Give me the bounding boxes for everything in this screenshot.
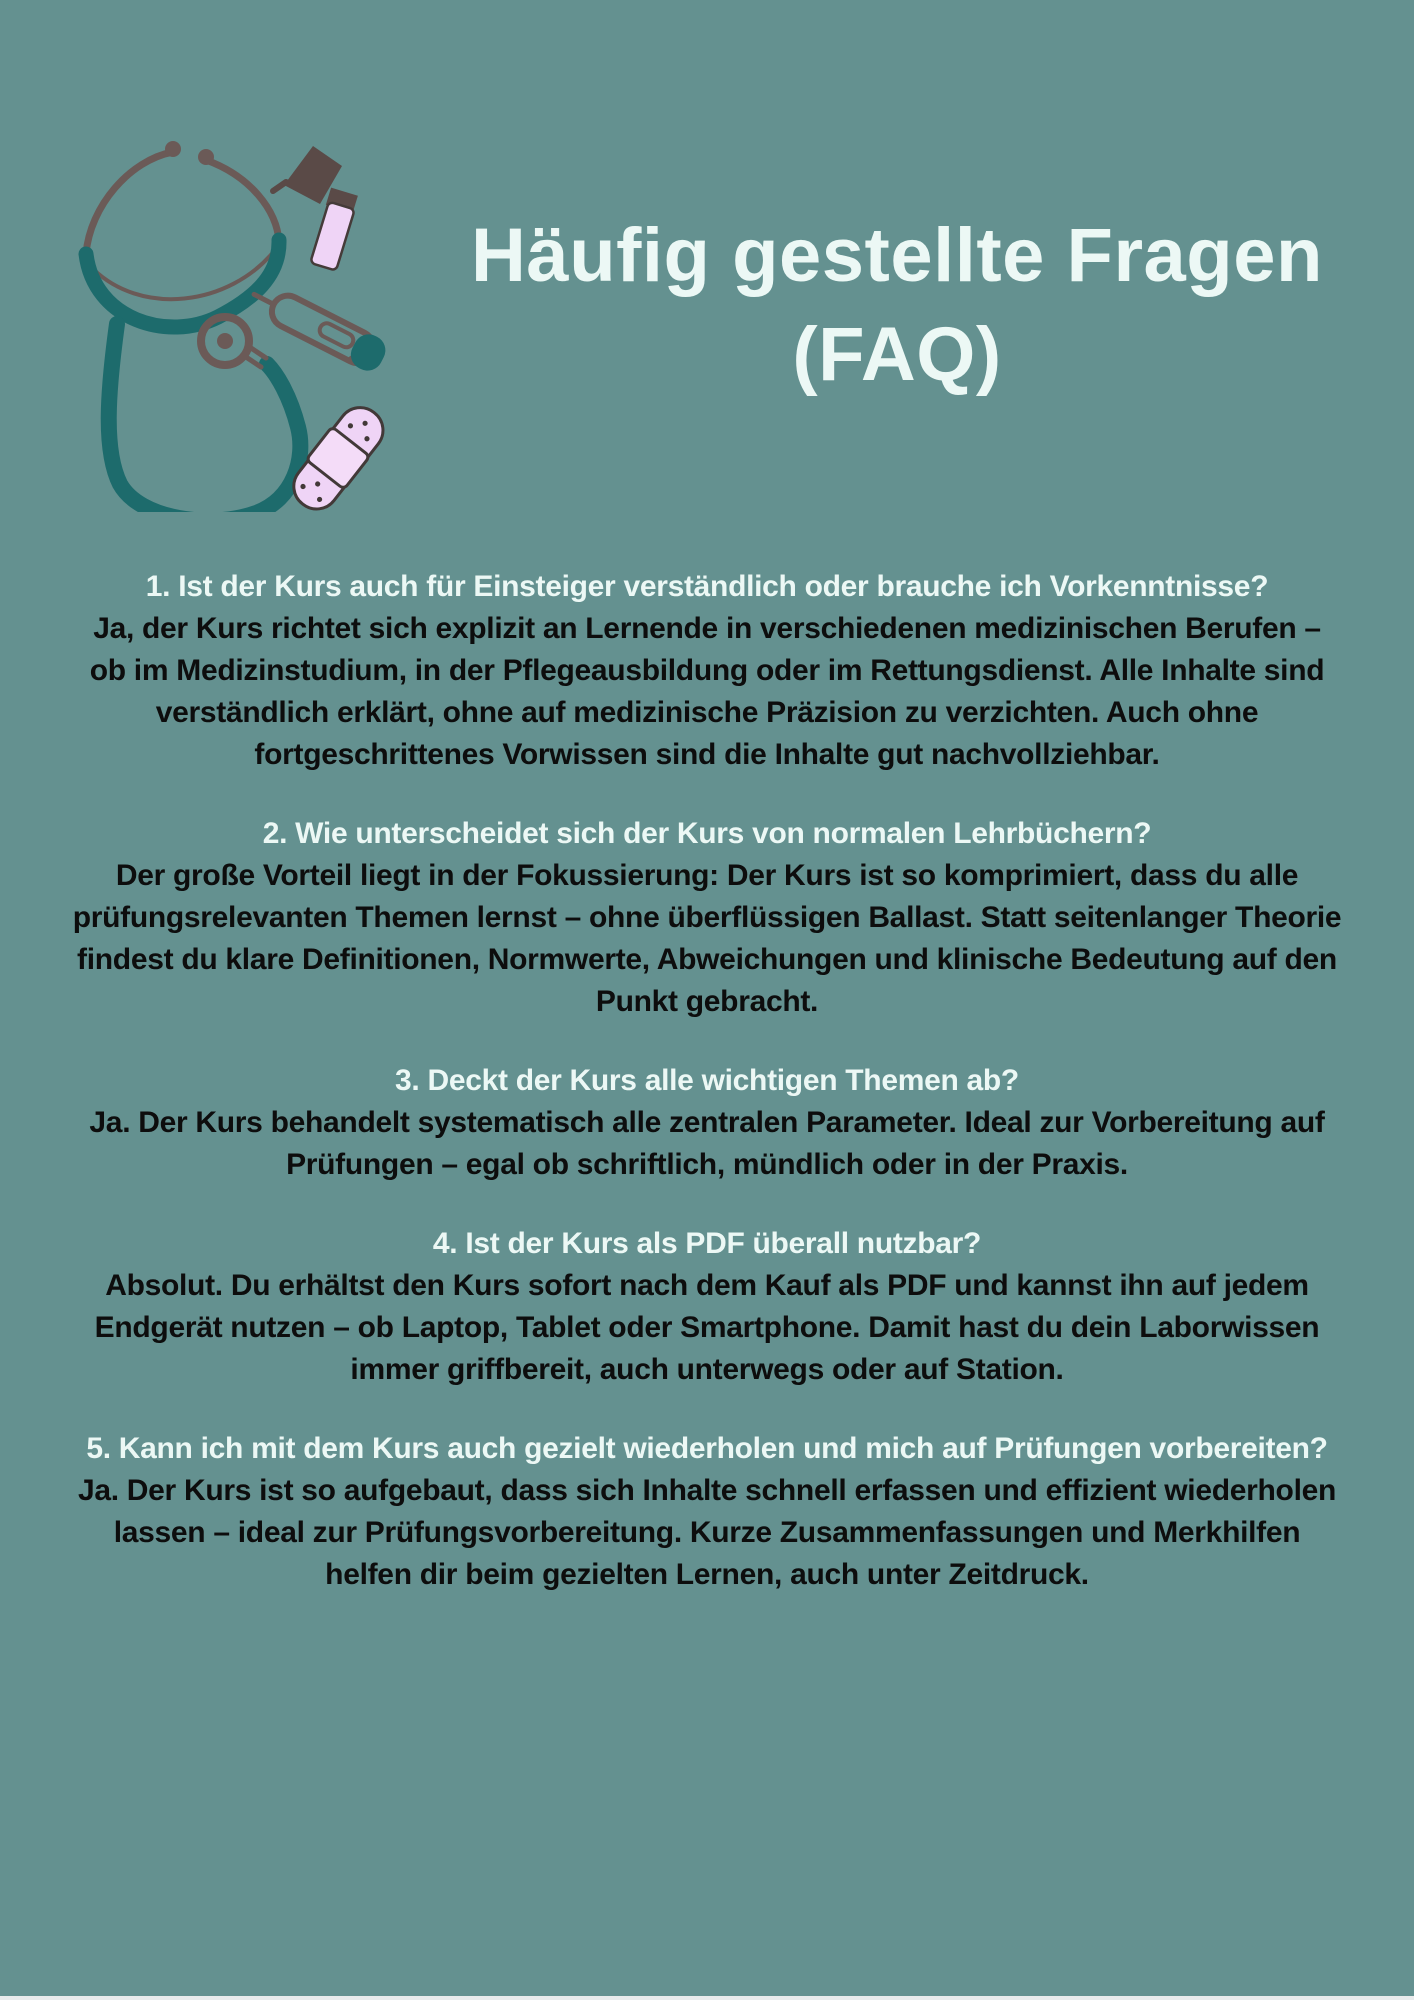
faq-question-2: 2. Wie unterscheidet sich der Kurs von normalen Lehrbüchern? — [262, 817, 1152, 850]
page-title-line2: (FAQ) — [792, 312, 1002, 397]
stethoscope-icon — [86, 141, 300, 512]
faq-item-4 — [72, 1223, 1342, 1391]
otoscope-icon — [273, 146, 359, 271]
bottom-strip — [0, 1996, 1414, 2000]
medical-tools-illustration — [70, 128, 402, 512]
faq-answer-4: Absolut. Du erhältst den Kurs sofort nach dem Kauf als PDF und kannst ihn auf jedem Endgerät nutzen – ob Laptop, Tablet oder Smartphone. Damit hast du dein Laborwissen immer griffbereit, auch unterwegs oder auf Station. — [94, 1269, 1320, 1386]
faq-answer-5: Ja. Der Kurs ist so aufgebaut, dass sich Inhalte schnell erfassen und effizient wiederholen lassen – ideal zur Prüfungsvorbereitung. Kurze Zusammenfassungen und Merkhilfen helfen dir beim gezielten Lernen, auch unter Zeitdruck. — [77, 1474, 1337, 1591]
faq-item-1 — [72, 566, 1342, 776]
faq-item-5 — [72, 1428, 1342, 1596]
faq-answer-1: Ja, der Kurs richtet sich explizit an Lernende in verschiedenen medizinischen Berufen – ob im Medizinstudium, in der Pflegeausbildung oder im Rettungsdienst. Alle Inhalte sind verständlich erklärt, ohne auf medizinische Präzision zu verzichten. Auch ohne fortgeschrittenes Vorwissen sind die Inhalte gut nachvollziehbar. — [89, 612, 1325, 771]
faq-answer-3: Ja. Der Kurs behandelt systematisch alle zentralen Parameter. Ideal zur Vorbereitung auf Prüfungen – egal ob schriftlich, mündlich oder in der Praxis. — [89, 1106, 1325, 1181]
page-title-line1: Häufig gestellte Fragen — [471, 213, 1323, 298]
faq-answer-2: Der große Vorteil liegt in der Fokussierung: Der Kurs ist so komprimiert, dass du alle prüfungsrelevanten Themen lernst – ohne überflüssigen Ballast. Statt seitenlanger Theorie findest du klare Definitionen, Normwerte, Abweichungen und klinische Bedeutung auf den Punkt gebracht. — [72, 859, 1342, 1018]
faq-question-1: 1. Ist der Kurs auch für Einsteiger verständlich oder brauche ich Vorkenntnisse? — [145, 570, 1269, 603]
faq-question-5: 5. Kann ich mit dem Kurs auch gezielt wiederholen und mich auf Prüfungen vorbereiten? — [86, 1432, 1328, 1465]
faq-item-2 — [72, 813, 1342, 1023]
page-title — [380, 206, 1414, 404]
faq-list — [72, 566, 1342, 1633]
faq-question-4: 4. Ist der Kurs als PDF überall nutzbar? — [432, 1227, 982, 1260]
faq-question-3: 3. Deckt der Kurs alle wichtigen Themen ab? — [395, 1064, 1019, 1097]
faq-item-3 — [72, 1060, 1342, 1186]
